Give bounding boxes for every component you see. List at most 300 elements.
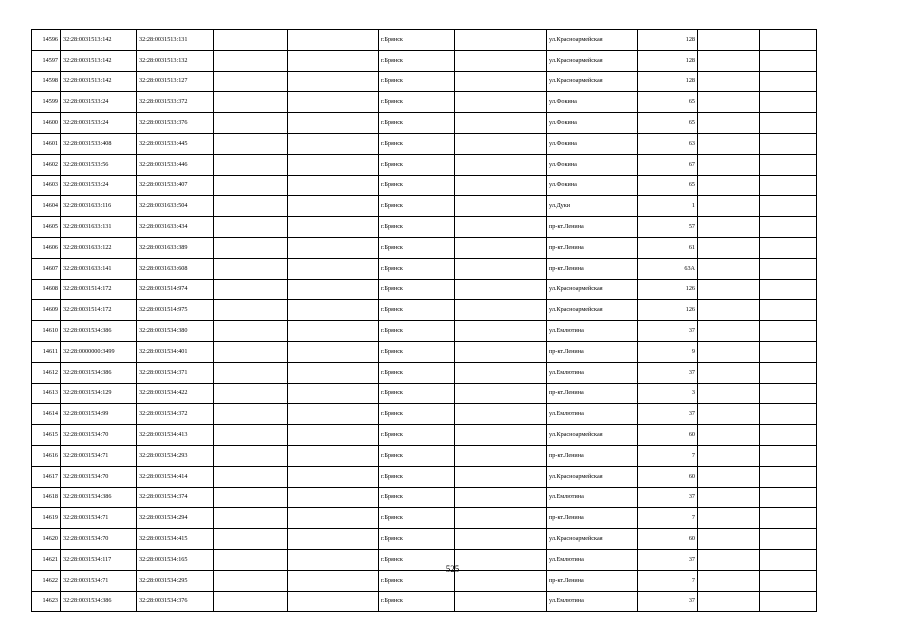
empty-cell [288, 466, 379, 487]
street-cell: ул.Емлютина [547, 362, 638, 383]
object-cadastral-number-cell: 32:28:0031533:376 [137, 113, 214, 134]
empty-cell [214, 154, 288, 175]
empty-cell [288, 92, 379, 113]
empty-cell [455, 529, 547, 550]
empty-cell [698, 300, 760, 321]
city-cell: г.Брянск [379, 591, 455, 612]
empty-cell [288, 71, 379, 92]
object-cadastral-number-cell: 32:28:0031513:132 [137, 50, 214, 71]
empty-cell [698, 487, 760, 508]
house-number-cell: 63А [638, 258, 698, 279]
empty-cell [698, 321, 760, 342]
empty-cell [288, 362, 379, 383]
city-cell: г.Брянск [379, 404, 455, 425]
empty-cell [288, 591, 379, 612]
table-row [32, 591, 817, 612]
cadastral-number-cell: 32:28:0031533:24 [61, 92, 137, 113]
empty-cell [698, 425, 760, 446]
city-cell: г.Брянск [379, 341, 455, 362]
empty-cell [698, 175, 760, 196]
table-row [32, 341, 817, 362]
object-cadastral-number-cell: 32:28:0031633:389 [137, 237, 214, 258]
house-number-cell: 128 [638, 30, 698, 51]
table-row [32, 529, 817, 550]
house-number-cell: 7 [638, 445, 698, 466]
empty-cell [760, 383, 817, 404]
street-cell: пр-кт.Ленина [547, 341, 638, 362]
empty-cell [214, 133, 288, 154]
street-cell: ул.Дуки [547, 196, 638, 217]
table-row [32, 92, 817, 113]
empty-cell [760, 404, 817, 425]
empty-cell [760, 445, 817, 466]
empty-cell [455, 300, 547, 321]
empty-cell [455, 445, 547, 466]
empty-cell [698, 133, 760, 154]
table-row [32, 258, 817, 279]
empty-cell [455, 50, 547, 71]
empty-cell [455, 237, 547, 258]
empty-cell [698, 362, 760, 383]
empty-cell [760, 300, 817, 321]
page-number: 525 [445, 564, 460, 574]
house-number-cell: 3 [638, 383, 698, 404]
street-cell: ул.Красноармейская [547, 466, 638, 487]
city-cell: г.Брянск [379, 113, 455, 134]
object-cadastral-number-cell: 32:28:0031534:372 [137, 404, 214, 425]
empty-cell [455, 383, 547, 404]
empty-cell [455, 466, 547, 487]
empty-cell [698, 154, 760, 175]
empty-cell [288, 445, 379, 466]
empty-cell [288, 217, 379, 238]
cadastral-number-cell: 32:28:0031633:116 [61, 196, 137, 217]
empty-cell [760, 92, 817, 113]
street-cell: пр-кт.Ленина [547, 258, 638, 279]
empty-cell [698, 217, 760, 238]
cadastral-number-cell: 32:28:0031513:142 [61, 50, 137, 71]
cadastral-number-cell: 32:28:0031534:386 [61, 487, 137, 508]
city-cell: г.Брянск [379, 133, 455, 154]
empty-cell [760, 71, 817, 92]
city-cell: г.Брянск [379, 71, 455, 92]
empty-cell [698, 341, 760, 362]
empty-cell [455, 487, 547, 508]
empty-cell [214, 71, 288, 92]
object-cadastral-number-cell: 32:28:0031513:131 [137, 30, 214, 51]
cadastral-number-cell: 32:28:0031534:129 [61, 383, 137, 404]
empty-cell [455, 258, 547, 279]
city-cell: г.Брянск [379, 549, 455, 570]
cadastral-number-cell: 32:28:0031513:142 [61, 71, 137, 92]
empty-cell [760, 196, 817, 217]
object-cadastral-number-cell: 32:28:0031534:293 [137, 445, 214, 466]
empty-cell [760, 133, 817, 154]
row-number-cell: 14604 [32, 196, 61, 217]
empty-cell [698, 50, 760, 71]
empty-cell [698, 466, 760, 487]
object-cadastral-number-cell: 32:28:0031633:434 [137, 217, 214, 238]
city-cell: г.Брянск [379, 92, 455, 113]
street-cell: ул.Фокина [547, 154, 638, 175]
row-number-cell: 14621 [32, 549, 61, 570]
object-cadastral-number-cell: 32:28:0031534:415 [137, 529, 214, 550]
cadastral-number-cell: 32:28:0031534:386 [61, 321, 137, 342]
empty-cell [214, 279, 288, 300]
object-cadastral-number-cell: 32:28:0031514:975 [137, 300, 214, 321]
house-number-cell: 37 [638, 487, 698, 508]
street-cell: ул.Емлютина [547, 591, 638, 612]
empty-cell [214, 300, 288, 321]
empty-cell [288, 341, 379, 362]
empty-cell [214, 175, 288, 196]
city-cell: г.Брянск [379, 300, 455, 321]
table-row [32, 133, 817, 154]
empty-cell [698, 591, 760, 612]
city-cell: г.Брянск [379, 445, 455, 466]
empty-cell [698, 383, 760, 404]
city-cell: г.Брянск [379, 529, 455, 550]
house-number-cell: 65 [638, 92, 698, 113]
cadastral-number-cell: 32:28:0031534:70 [61, 529, 137, 550]
object-cadastral-number-cell: 32:28:0031534:165 [137, 549, 214, 570]
empty-cell [455, 196, 547, 217]
empty-cell [760, 487, 817, 508]
object-cadastral-number-cell: 32:28:0031533:446 [137, 154, 214, 175]
empty-cell [288, 30, 379, 51]
empty-cell [214, 404, 288, 425]
empty-cell [288, 154, 379, 175]
empty-cell [698, 529, 760, 550]
house-number-cell: 1 [638, 196, 698, 217]
object-cadastral-number-cell: 32:28:0031633:504 [137, 196, 214, 217]
empty-cell [288, 425, 379, 446]
row-number-cell: 14606 [32, 237, 61, 258]
table-row [32, 425, 817, 446]
empty-cell [455, 279, 547, 300]
city-cell: г.Брянск [379, 425, 455, 446]
street-cell: ул.Фокина [547, 113, 638, 134]
object-cadastral-number-cell: 32:28:0031534:294 [137, 508, 214, 529]
table-row [32, 300, 817, 321]
object-cadastral-number-cell: 32:28:0031534:374 [137, 487, 214, 508]
street-cell: ул.Красноармейская [547, 529, 638, 550]
house-number-cell: 60 [638, 529, 698, 550]
house-number-cell: 37 [638, 321, 698, 342]
row-number-cell: 14599 [32, 92, 61, 113]
row-number-cell: 14603 [32, 175, 61, 196]
empty-cell [288, 529, 379, 550]
empty-cell [455, 591, 547, 612]
empty-cell [760, 466, 817, 487]
row-number-cell: 14609 [32, 300, 61, 321]
city-cell: г.Брянск [379, 487, 455, 508]
cadastral-number-cell: 32:28:0031534:71 [61, 445, 137, 466]
empty-cell [455, 113, 547, 134]
empty-cell [288, 50, 379, 71]
empty-cell [698, 404, 760, 425]
street-cell: ул.Красноармейская [547, 279, 638, 300]
street-cell: ул.Фокина [547, 92, 638, 113]
cadastral-number-cell: 32:28:0031534:117 [61, 549, 137, 570]
cadastral-number-cell: 32:28:0031533:24 [61, 175, 137, 196]
empty-cell [455, 425, 547, 446]
city-cell: г.Брянск [379, 508, 455, 529]
street-cell: ул.Емлютина [547, 321, 638, 342]
empty-cell [760, 154, 817, 175]
street-cell: пр-кт.Ленина [547, 508, 638, 529]
table-row [32, 217, 817, 238]
empty-cell [214, 258, 288, 279]
table-row [32, 30, 817, 51]
empty-cell [214, 113, 288, 134]
empty-cell [455, 154, 547, 175]
empty-cell [698, 258, 760, 279]
cadastral-number-cell: 32:28:0031534:386 [61, 591, 137, 612]
table-row [32, 71, 817, 92]
house-number-cell: 65 [638, 113, 698, 134]
table-row [32, 196, 817, 217]
cadastral-number-cell: 32:28:0031633:122 [61, 237, 137, 258]
empty-cell [214, 425, 288, 446]
street-cell: пр-кт.Ленина [547, 570, 638, 591]
row-number-cell: 14616 [32, 445, 61, 466]
row-number-cell: 14610 [32, 321, 61, 342]
table-row [32, 50, 817, 71]
empty-cell [760, 591, 817, 612]
empty-cell [288, 321, 379, 342]
row-number-cell: 14611 [32, 341, 61, 362]
street-cell: пр-кт.Ленина [547, 217, 638, 238]
empty-cell [698, 30, 760, 51]
house-number-cell: 37 [638, 404, 698, 425]
empty-cell [288, 404, 379, 425]
house-number-cell: 61 [638, 237, 698, 258]
empty-cell [455, 321, 547, 342]
object-cadastral-number-cell: 32:28:0031534:414 [137, 466, 214, 487]
row-number-cell: 14600 [32, 113, 61, 134]
cadastral-number-cell: 32:28:0031633:141 [61, 258, 137, 279]
city-cell: г.Брянск [379, 175, 455, 196]
city-cell: г.Брянск [379, 154, 455, 175]
empty-cell [214, 529, 288, 550]
empty-cell [698, 196, 760, 217]
city-cell: г.Брянск [379, 30, 455, 51]
house-number-cell: 57 [638, 217, 698, 238]
empty-cell [214, 217, 288, 238]
cadastral-number-cell: 32:28:0031514:172 [61, 300, 137, 321]
house-number-cell: 60 [638, 425, 698, 446]
street-cell: ул.Емлютина [547, 404, 638, 425]
house-number-cell: 37 [638, 549, 698, 570]
row-number-cell: 14623 [32, 591, 61, 612]
row-number-cell: 14602 [32, 154, 61, 175]
table-row [32, 279, 817, 300]
empty-cell [698, 113, 760, 134]
house-number-cell: 126 [638, 300, 698, 321]
row-number-cell: 14615 [32, 425, 61, 446]
house-number-cell: 9 [638, 341, 698, 362]
house-number-cell: 37 [638, 362, 698, 383]
empty-cell [288, 237, 379, 258]
empty-cell [698, 237, 760, 258]
street-cell: ул.Красноармейская [547, 50, 638, 71]
object-cadastral-number-cell: 32:28:0031533:407 [137, 175, 214, 196]
object-cadastral-number-cell: 32:28:0031534:413 [137, 425, 214, 446]
empty-cell [760, 113, 817, 134]
empty-cell [214, 508, 288, 529]
empty-cell [214, 445, 288, 466]
empty-cell [698, 92, 760, 113]
street-cell: ул.Емлютина [547, 549, 638, 570]
city-cell: г.Брянск [379, 196, 455, 217]
empty-cell [288, 300, 379, 321]
empty-cell [455, 508, 547, 529]
street-cell: ул.Фокина [547, 133, 638, 154]
empty-cell [214, 196, 288, 217]
empty-cell [760, 529, 817, 550]
house-number-cell: 67 [638, 154, 698, 175]
table-body [32, 30, 817, 612]
empty-cell [698, 279, 760, 300]
table-row [32, 113, 817, 134]
object-cadastral-number-cell: 32:28:0031534:371 [137, 362, 214, 383]
registry-table [31, 29, 817, 612]
city-cell: г.Брянск [379, 50, 455, 71]
cadastral-number-cell: 32:28:0000000:3499 [61, 341, 137, 362]
cadastral-number-cell: 32:28:0031534:386 [61, 362, 137, 383]
empty-cell [760, 217, 817, 238]
row-number-cell: 14619 [32, 508, 61, 529]
row-number-cell: 14605 [32, 217, 61, 238]
empty-cell [455, 92, 547, 113]
city-cell: г.Брянск [379, 217, 455, 238]
row-number-cell: 14608 [32, 279, 61, 300]
empty-cell [214, 30, 288, 51]
table-row [32, 466, 817, 487]
row-number-cell: 14614 [32, 404, 61, 425]
table-row [32, 362, 817, 383]
empty-cell [288, 487, 379, 508]
table-row [32, 487, 817, 508]
cadastral-number-cell: 32:28:0031513:142 [61, 30, 137, 51]
empty-cell [214, 237, 288, 258]
object-cadastral-number-cell: 32:28:0031534:401 [137, 341, 214, 362]
street-cell: ул.Емлютина [547, 487, 638, 508]
empty-cell [760, 425, 817, 446]
empty-cell [214, 92, 288, 113]
table-row [32, 237, 817, 258]
object-cadastral-number-cell: 32:28:0031633:608 [137, 258, 214, 279]
cadastral-number-cell: 32:28:0031533:56 [61, 154, 137, 175]
empty-cell [214, 591, 288, 612]
empty-cell [455, 362, 547, 383]
cadastral-number-cell: 32:28:0031533:408 [61, 133, 137, 154]
cadastral-number-cell: 32:28:0031534:70 [61, 466, 137, 487]
object-cadastral-number-cell: 32:28:0031533:372 [137, 92, 214, 113]
table-row [32, 445, 817, 466]
row-number-cell: 14612 [32, 362, 61, 383]
table-row [32, 508, 817, 529]
city-cell: г.Брянск [379, 383, 455, 404]
city-cell: г.Брянск [379, 237, 455, 258]
empty-cell [698, 445, 760, 466]
table-row [32, 154, 817, 175]
object-cadastral-number-cell: 32:28:0031534:422 [137, 383, 214, 404]
object-cadastral-number-cell: 32:28:0031513:127 [137, 71, 214, 92]
row-number-cell: 14613 [32, 383, 61, 404]
cadastral-number-cell: 32:28:0031534:71 [61, 570, 137, 591]
house-number-cell: 7 [638, 508, 698, 529]
row-number-cell: 14598 [32, 71, 61, 92]
city-cell: г.Брянск [379, 258, 455, 279]
object-cadastral-number-cell: 32:28:0031533:445 [137, 133, 214, 154]
empty-cell [288, 196, 379, 217]
house-number-cell: 128 [638, 50, 698, 71]
empty-cell [214, 321, 288, 342]
empty-cell [214, 362, 288, 383]
empty-cell [760, 50, 817, 71]
street-cell: пр-кт.Ленина [547, 445, 638, 466]
empty-cell [760, 175, 817, 196]
row-number-cell: 14607 [32, 258, 61, 279]
house-number-cell: 65 [638, 175, 698, 196]
empty-cell [760, 279, 817, 300]
empty-cell [455, 175, 547, 196]
empty-cell [214, 50, 288, 71]
empty-cell [288, 279, 379, 300]
row-number-cell: 14620 [32, 529, 61, 550]
empty-cell [288, 175, 379, 196]
empty-cell [760, 30, 817, 51]
table-row [32, 383, 817, 404]
empty-cell [760, 258, 817, 279]
empty-cell [214, 383, 288, 404]
cadastral-number-cell: 32:28:0031534:71 [61, 508, 137, 529]
empty-cell [698, 508, 760, 529]
empty-cell [698, 71, 760, 92]
city-cell: г.Брянск [379, 321, 455, 342]
object-cadastral-number-cell: 32:28:0031534:376 [137, 591, 214, 612]
empty-cell [455, 404, 547, 425]
table-row [32, 175, 817, 196]
cadastral-number-cell: 32:28:0031533:24 [61, 113, 137, 134]
house-number-cell: 60 [638, 466, 698, 487]
house-number-cell: 126 [638, 279, 698, 300]
house-number-cell: 63 [638, 133, 698, 154]
empty-cell [455, 341, 547, 362]
row-number-cell: 14617 [32, 466, 61, 487]
empty-cell [288, 113, 379, 134]
street-cell: пр-кт.Ленина [547, 383, 638, 404]
row-number-cell: 14596 [32, 30, 61, 51]
empty-cell [760, 321, 817, 342]
empty-cell [214, 466, 288, 487]
object-cadastral-number-cell: 32:28:0031514:974 [137, 279, 214, 300]
house-number-cell: 128 [638, 71, 698, 92]
city-cell: г.Брянск [379, 362, 455, 383]
empty-cell [760, 508, 817, 529]
cadastral-number-cell: 32:28:0031534:70 [61, 425, 137, 446]
row-number-cell: 14618 [32, 487, 61, 508]
empty-cell [760, 237, 817, 258]
city-cell: г.Брянск [379, 570, 455, 591]
object-cadastral-number-cell: 32:28:0031534:380 [137, 321, 214, 342]
row-number-cell: 14601 [32, 133, 61, 154]
empty-cell [760, 362, 817, 383]
empty-cell [288, 383, 379, 404]
table-row [32, 321, 817, 342]
